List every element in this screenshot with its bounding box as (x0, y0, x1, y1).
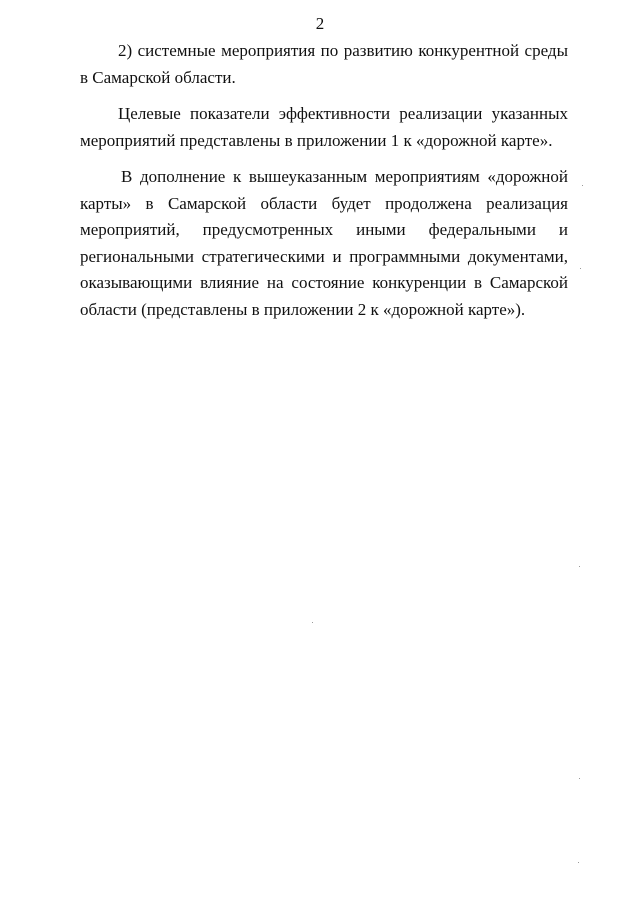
page-number: 2 (315, 14, 325, 33)
scan-speck (578, 862, 579, 863)
paragraph-additional-measures: В дополнение к вышеуказанным мероприятиям «дорожной карты» в Самарской области будет продолжена реализация мероприятий, предусмотренных иными федеральными и региональными стратегическими и программными документами, оказывающими влияние на состояние конкуренции в Самарской области (представлены в приложении 2 к «дорожной карте»). (80, 167, 568, 319)
paragraph-systemic-measures: 2) системные мероприятия по развитию конкурентной среды в Самарской области. (80, 41, 568, 87)
document-body (80, 38, 568, 333)
scan-speck (579, 566, 580, 567)
scan-speck (312, 622, 313, 623)
scan-speck (579, 778, 580, 779)
scan-speck (580, 268, 581, 269)
paragraph-target-indicators: Целевые показатели эффективности реализации указанных мероприятий представлены в приложении 1 к «дорожной карте». (80, 104, 568, 150)
scan-speck (582, 185, 583, 186)
